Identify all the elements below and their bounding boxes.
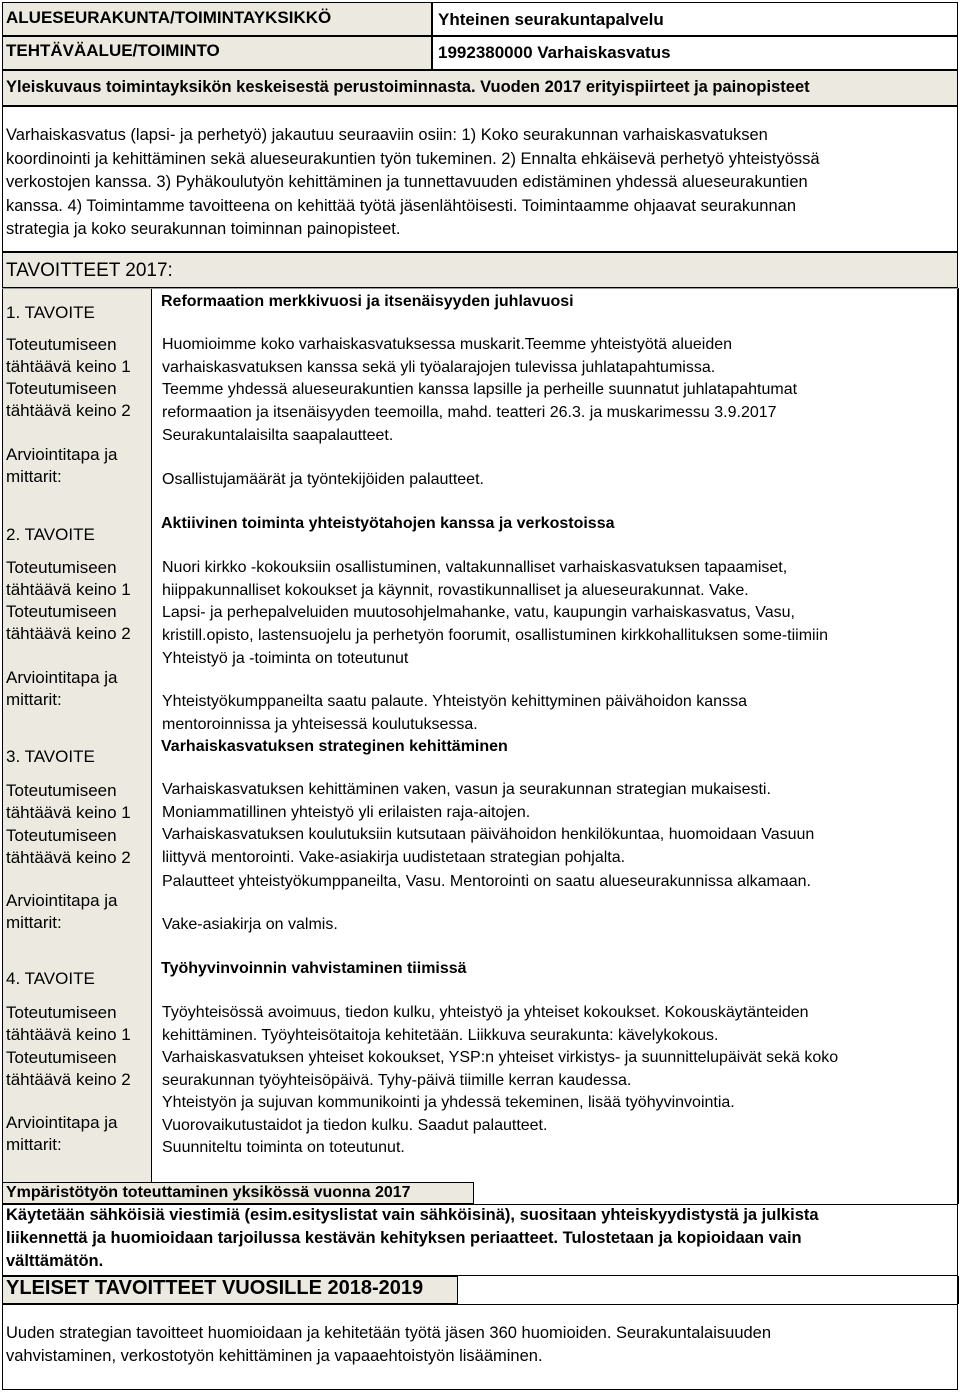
goal-1-title: Reformaation merkkivuosi ja itsenäisyyden juhlavuosi xyxy=(161,293,574,310)
goal-3-keino2: Varhaiskasvatuksen koulutuksiin kutsutaan päivähoidon henkilökuntaa, huomoidaan Vasuun liittyvä mentorointi. Vake-asiakirja uudistetaan strategian pohjalta. xyxy=(162,826,815,866)
goal-3-keino2-label: Toteutumiseen tähtäävä keino 2 xyxy=(6,826,131,867)
environment-heading: Ympäristötyön toteuttaminen yksikössä vuonna 2017 xyxy=(6,1184,411,1201)
unit-label: ALUESEURAKUNTA/TOIMINTAYKSIKKÖ xyxy=(6,8,332,27)
goal-2-assessment-1: Yhteistyö ja -toiminta on toteutunut xyxy=(162,650,409,667)
task-area-label: TEHTÄVÄALUE/TOIMINTO xyxy=(6,41,220,60)
goal-2-assessment-label: Arviointitapa ja mittarit: xyxy=(6,668,118,709)
goal-2-keino2: Lapsi- ja perhepalveluiden muutosohjelmahanke, vatu, kaupungin varhaiskasvatus, Vasu, kristill.opisto, lastensuojelu ja perhetyön foorumit, osallistuminen kirkkohallituksen some-tiimiin xyxy=(162,604,829,644)
goal-1-assessment-label: Arviointitapa ja mittarit: xyxy=(6,445,118,486)
environment-text: Käytetään sähköisiä viestimiä (esim.esityslistat vain sähköisinä), suositaan yhteiskyydistystä ja julkista liikennettä ja huomioidaan tarjoilussa kestävän kehityksen periaatteet. Tulostetaan ja kopioidaan vain välttämätön. xyxy=(6,1206,819,1270)
task-area-value: 1992380000 Varhaiskasvatus xyxy=(438,43,671,62)
unit-value: Yhteinen seurakuntapalvelu xyxy=(438,10,664,29)
goal-1-keino1: Huomioimme koko varhaiskasvatuksessa muskarit.Teemme yhteistyötä alueiden varhaiskasvatuksen kanssa sekä yli työalarajojen tulevissa juhlatapahtumissa. xyxy=(162,336,733,376)
goal-3-keino1-label: Toteutumiseen tähtäävä keino 1 xyxy=(6,781,131,822)
goal-4-keino1: Työyhteisössä avoimuus, tiedon kulku, yhteistyö ja yhteiset kokoukset. Kokouskäytänteiden kehittäminen. Työyhteisötaitoja kehitetään. Liikkuva seurakunta: kävelykokous. xyxy=(162,1004,809,1044)
goal-3-title: Varhaiskasvatuksen strateginen kehittäminen xyxy=(161,738,508,755)
goal-1-keino2: Teemme yhdessä alueseurakuntien kanssa lapsille ja perheille suunnatut juhlatapahtumat reformaation ja itsenäisyyden teemoilla, mahd. teatteri 26.3. ja muskarimessu 3.9.2017 xyxy=(162,381,798,421)
goal-2-keino2-label: Toteutumiseen tähtäävä keino 2 xyxy=(6,602,131,643)
general-right-border xyxy=(957,1276,959,1304)
goal-4-keino2-label: Toteutumiseen tähtäävä keino 2 xyxy=(6,1048,131,1089)
goal-4-title: Työhyvinvoinnin vahvistaminen tiimissä xyxy=(161,960,467,977)
goal-3-assessment-label: Arviointitapa ja mittarit: xyxy=(6,891,118,932)
goal-1-label: 1. TAVOITE xyxy=(6,303,95,322)
goal-3-label: 3. TAVOITE xyxy=(6,747,95,766)
environment-right-border xyxy=(957,1182,959,1204)
goal-4-label: 4. TAVOITE xyxy=(6,969,95,988)
goal-2-keino1-label: Toteutumiseen tähtäävä keino 1 xyxy=(6,558,131,599)
goal-4-assessment-2: Suunniteltu toiminta on toteutunut. xyxy=(162,1139,405,1156)
goal-4-assessment-label: Arviointitapa ja mittarit: xyxy=(6,1113,118,1154)
goals-right-border xyxy=(957,288,959,1182)
goal-4-assessment-1: Yhteistyön ja sujuvan kommunikointi ja yhdessä tekeminen, lisää työhyvinvointia. Vuorovaikutustaidot ja tiedon kulku. Saadut palautteet. xyxy=(162,1094,735,1134)
goal-2-label: 2. TAVOITE xyxy=(6,525,95,544)
goal-2-assessment-2: Yhteistyökumppaneilta saatu palaute. Yhteistyön kehittyminen päivähoidon kanssa mentoroinnissa ja yhteisessä koulutuksessa. xyxy=(162,693,747,733)
overview-text: Varhaiskasvatus (lapsi- ja perhetyö) jakautuu seuraaviin osiin: 1) Koko seurakunnan varhaiskasvatuksen koordinointi ja kehittäminen sekä alueseurakuntien työn tukeminen. 2) Ennalta ehkäisevä perhetyö yhteistyössä verkostojen kanssa. 3) Pyhäkoulutyön kehittäminen ja tunnettavuuden edistäminen yhdessä alueseurakuntien kanssa. 4) Toimintamme tavoitteena on kehittää työtä jäsenlähtöisesti. Toimintaamme ohjaavat seurakunnan strategia ja koko seurakunnan toiminnan painopisteet. xyxy=(6,126,820,238)
header-divider-h xyxy=(2,35,958,37)
general-heading: YLEISET TAVOITTEET VUOSILLE 2018-2019 xyxy=(6,1277,424,1299)
goal-4-keino1-label: Toteutumiseen tähtäävä keino 1 xyxy=(6,1003,131,1044)
goal-3-keino1: Varhaiskasvatuksen kehittäminen vaken, vasun ja seurakunnan strategian mukaisesti. Moniammatillinen yhteistyö yli erilaisten raja-aitojen. xyxy=(162,781,771,821)
goal-4-keino2: Varhaiskasvatuksen yhteiset kokoukset, YSP:n yhteiset virkistys- ja suunnittelupäivät sekä koko seurakunnan työyhteisöpäivä. Tyhy-päivä tiimille kerran kaudessa. xyxy=(162,1049,839,1089)
goal-2-keino1: Nuori kirkko -kokouksiin osallistuminen, valtakunnalliset varhaiskasvatuksen tapaamiset, hiippakunnalliset kokoukset ja käynnit, rovastikunnalliset ja alueseurakunnat. Vake. xyxy=(162,559,788,599)
goal-1-keino2-label: Toteutumiseen tähtäävä keino 2 xyxy=(6,379,131,420)
overview-heading: Yleiskuvaus toimintayksikön keskeisestä perustoiminnasta. Vuoden 2017 erityispiirteet ja painopisteet xyxy=(6,78,810,96)
goal-1-assessment-2: Osallistujamäärät ja työntekijöiden palautteet. xyxy=(162,471,484,488)
goal-3-assessment-2: Vake-asiakirja on valmis. xyxy=(162,916,338,933)
general-text: Uuden strategian tavoitteet huomioidaan ja kehitetään työtä jäsen 360 huomioiden. Seurakuntalaisuuden vahvistaminen, verkostotyön kehittäminen ja vapaaehtoistyön lisääminen. xyxy=(6,1324,772,1365)
goal-3-assessment-1: Palautteet yhteistyökumppaneilta, Vasu. Mentorointi on saatu alueseurakunnissa alkamaan. xyxy=(162,873,811,890)
goals-heading: TAVOITTEET 2017: xyxy=(6,260,173,281)
goal-2-title: Aktiivinen toiminta yhteistyötahojen kanssa ja verkostoissa xyxy=(161,515,615,532)
goal-1-separator xyxy=(2,288,958,289)
goal-1-keino1-label: Toteutumiseen tähtäävä keino 1 xyxy=(6,335,131,376)
goal-1-assessment-1: Seurakuntalaisilta saapalautteet. xyxy=(162,427,394,444)
